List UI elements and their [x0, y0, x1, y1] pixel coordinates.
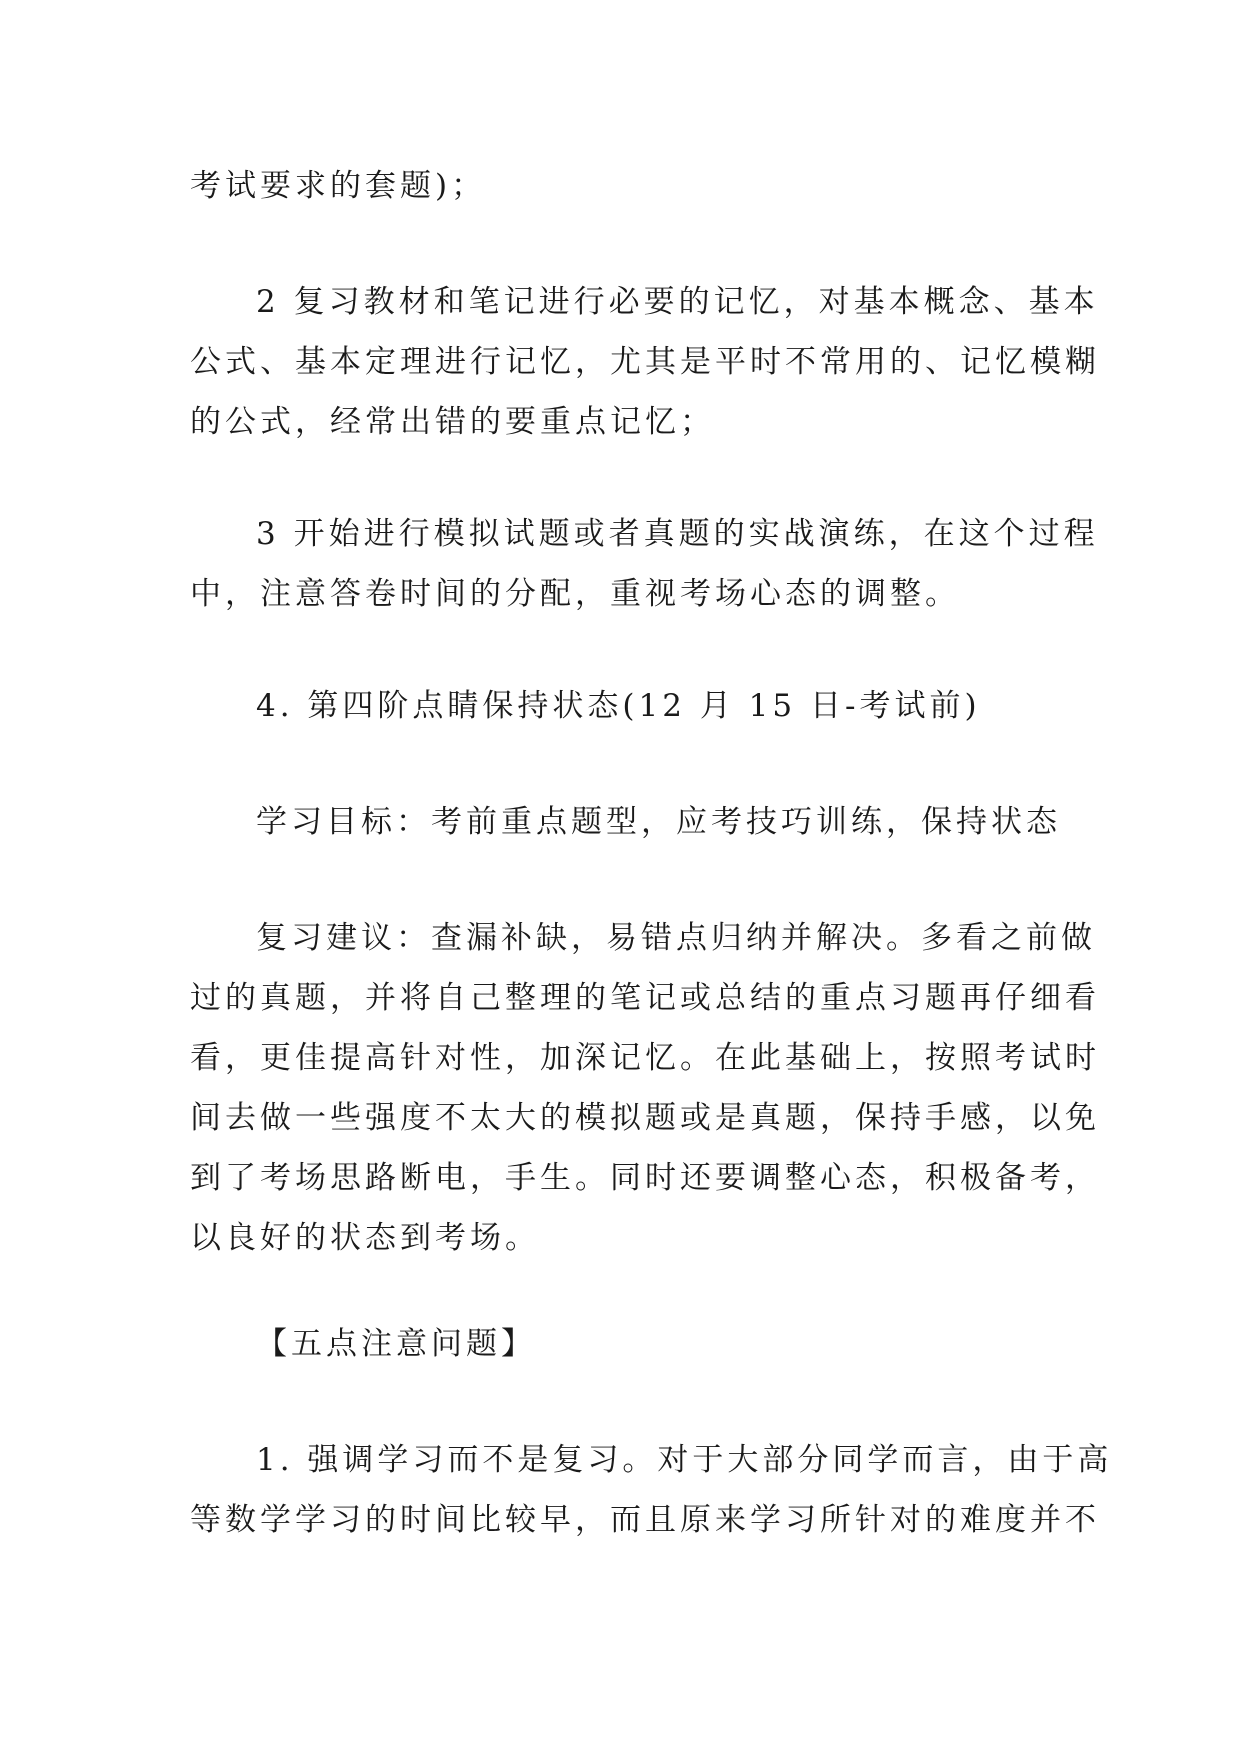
text-line: 以良好的状态到考场。	[190, 1220, 540, 1256]
text-line: 3 开始进行模拟试题或者真题的实战演练，在这个过程	[256, 516, 1099, 552]
paragraph-continuation	[190, 156, 1070, 216]
paragraph-note-one	[190, 1430, 1113, 1550]
text-line: 公式、基本定理进行记忆，尤其是平时不常用的、记忆模糊	[190, 344, 1100, 380]
text-line: 间去做一些强度不太大的模拟题或是真题，保持手感，以免	[190, 1100, 1100, 1136]
text-line: 2 复习教材和笔记进行必要的记忆，对基本概念、基本	[256, 284, 1099, 320]
text-line: 到了考场思路断电，手生。同时还要调整心态，积极备考，	[190, 1160, 1100, 1196]
text-line: 过的真题，并将自己整理的笔记或总结的重点习题再仔细看	[190, 980, 1100, 1016]
section-heading-five-notes	[190, 1314, 1070, 1374]
paragraph-review-memorize	[190, 272, 1100, 452]
text-line: 学习目标：考前重点题型，应考技巧训练，保持状态	[256, 804, 1061, 840]
text-line: 考试要求的套题)；	[190, 168, 487, 204]
paragraph-mock-exam	[190, 504, 1099, 624]
text-line: 4. 第四阶点睛保持状态(12 月 15 日-考试前)	[256, 688, 981, 724]
text-line: 看，更佳提高针对性，加深记忆。在此基础上，按照考试时	[190, 1040, 1100, 1076]
paragraph-review-advice	[190, 908, 1100, 1268]
section-heading-stage-four	[190, 676, 1070, 736]
text-line: 1. 强调学习而不是复习。对于大部分同学而言，由于高	[256, 1442, 1113, 1478]
text-line: 中，注意答卷时间的分配，重视考场心态的调整。	[190, 576, 960, 612]
paragraph-study-goal	[190, 792, 1070, 852]
text-line: 等数学学习的时间比较早，而且原来学习所针对的难度并不	[190, 1502, 1100, 1538]
text-line: 【五点注意问题】	[256, 1326, 536, 1362]
text-line: 的公式，经常出错的要重点记忆；	[190, 404, 715, 440]
text-line: 复习建议：查漏补缺，易错点归纳并解决。多看之前做	[256, 920, 1096, 956]
